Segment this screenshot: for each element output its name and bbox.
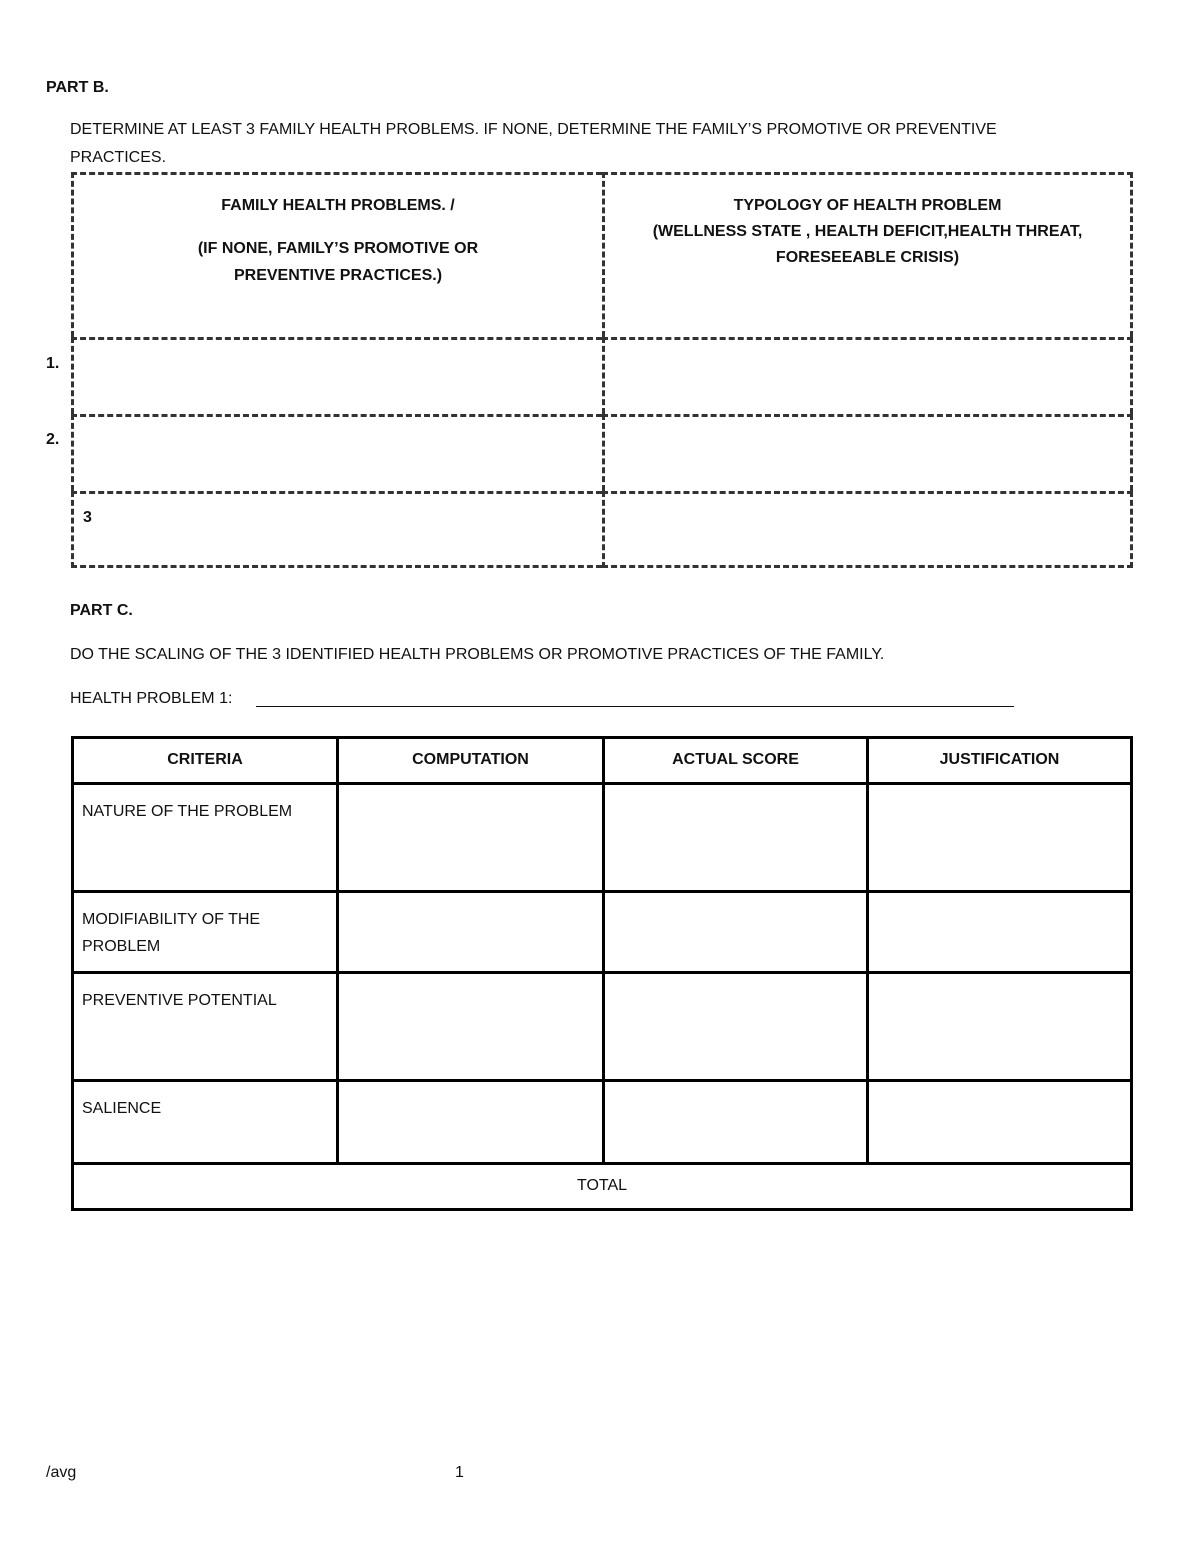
actual-score-cell[interactable]: [602, 890, 866, 971]
header-col1-line1: FAMILY HEALTH PROBLEMS. /: [221, 197, 455, 214]
header-justification: JUSTIFICATION: [866, 736, 1133, 782]
justification-cell[interactable]: [866, 782, 1133, 890]
typology-1-cell[interactable]: [602, 337, 1133, 414]
actual-score-cell[interactable]: [602, 1079, 866, 1162]
header-col1-line3: PREVENTIVE PRACTICES.): [233, 267, 443, 284]
criteria-modifiability: MODIFIABILITY OF THE PROBLEM: [71, 890, 336, 971]
criteria-salience: SALIENCE: [71, 1079, 336, 1162]
computation-cell[interactable]: [336, 890, 602, 971]
part-c-title: PART C.: [70, 602, 133, 619]
problem-1-cell[interactable]: [71, 337, 602, 414]
row-number-2: 2.: [46, 431, 60, 448]
header-col1-line2: (IF NONE, FAMILY’S PROMOTIVE OR: [197, 240, 479, 257]
family-health-problems-table: [71, 172, 1133, 568]
row-number-3: 3: [83, 509, 92, 526]
header-criteria: CRITERIA: [71, 736, 336, 782]
part-b-instruction-line2: PRACTICES.: [70, 149, 167, 166]
total-row: TOTAL: [71, 1162, 1133, 1211]
typology-2-cell[interactable]: [602, 414, 1133, 491]
computation-cell[interactable]: [336, 782, 602, 890]
health-problem-blank-line[interactable]: [256, 706, 1014, 707]
part-b-title: PART B.: [46, 79, 109, 96]
row-number-1: 1.: [46, 355, 60, 372]
header-family-health-problems: [71, 172, 602, 337]
page-number: 1: [455, 1464, 464, 1481]
criteria-preventive-potential: PREVENTIVE POTENTIAL: [71, 971, 336, 1079]
problem-3-cell[interactable]: [71, 491, 602, 568]
header-col2-line1: TYPOLOGY OF HEALTH PROBLEM: [733, 197, 1002, 214]
actual-score-cell[interactable]: [602, 971, 866, 1079]
scaling-table: [71, 736, 1133, 1211]
header-col2-line3: FORESEEABLE CRISIS): [775, 249, 960, 266]
header-typology: [602, 172, 1133, 337]
computation-cell[interactable]: [336, 1079, 602, 1162]
actual-score-cell[interactable]: [602, 782, 866, 890]
justification-cell[interactable]: [866, 971, 1133, 1079]
header-actual-score: ACTUAL SCORE: [602, 736, 866, 782]
criteria-nature: NATURE OF THE PROBLEM: [71, 782, 336, 890]
justification-cell[interactable]: [866, 890, 1133, 971]
health-problem-label: HEALTH PROBLEM 1:: [70, 690, 233, 707]
justification-cell[interactable]: [866, 1079, 1133, 1162]
footer-left-text: /avg: [46, 1464, 77, 1481]
part-b-instruction-line1: DETERMINE AT LEAST 3 FAMILY HEALTH PROBLEMS. IF NONE, DETERMINE THE FAMILY’S PROMOTIVE OR PREVENTIVE: [70, 121, 997, 138]
typology-3-cell[interactable]: [602, 491, 1133, 568]
header-computation: COMPUTATION: [336, 736, 602, 782]
part-c-instruction: DO THE SCALING OF THE 3 IDENTIFIED HEALTH PROBLEMS OR PROMOTIVE PRACTICES OF THE FAMILY.: [70, 646, 885, 663]
header-col2-line2: (WELLNESS STATE , HEALTH DEFICIT,HEALTH THREAT,: [652, 223, 1083, 240]
problem-2-cell[interactable]: [71, 414, 602, 491]
computation-cell[interactable]: [336, 971, 602, 1079]
